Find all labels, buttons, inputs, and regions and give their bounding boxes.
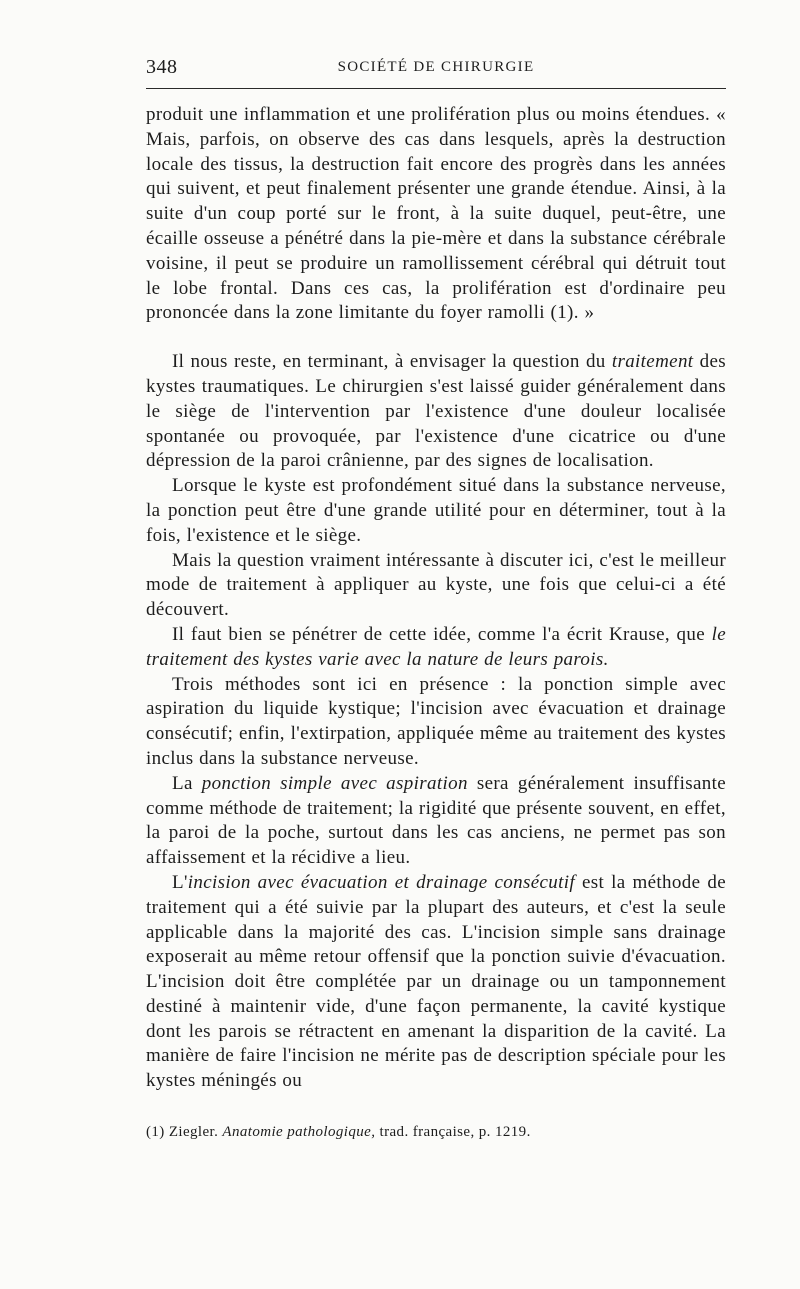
footnote-text: trad. française, p. 1219. — [375, 1124, 531, 1141]
footnote-text: (1) Ziegler. — [146, 1124, 223, 1141]
paragraph-puncture: Lorsque le kyste est profondément situé dans la substance nerveuse, la ponction peut être d'une grande utilité pour en déterminer, tout à la fois, l'existence et le siège. — [146, 475, 726, 546]
footnote — [146, 1122, 726, 1142]
paragraph-simple-puncture — [146, 772, 726, 871]
italic-run: incision avec évacuation et drainage consécutif — [187, 871, 575, 893]
paragraph-question: Mais la question vraiment intéressante à discuter ici, c'est le meilleur mode de traitement à appliquer au kyste, une fois que celui-ci a été découvert. — [146, 549, 726, 621]
body-text — [146, 103, 726, 1094]
text-run: sera généralement insuffisante comme méthode de traitement; la rigidité que présente souvent, en effet, la paroi de la poche, surtout dans les cas anciens, ne permet pas son affaissement et la récidive a lieu. — [146, 772, 726, 869]
paragraph-incision — [146, 871, 726, 1094]
page — [146, 50, 726, 1142]
paragraph-krause — [146, 623, 726, 673]
header-rule — [146, 88, 726, 89]
italic-run: le traitement des kystes varie avec la nature de leurs parois. — [146, 623, 726, 670]
italic-run: traitement — [611, 351, 694, 373]
text-run: L' — [172, 871, 188, 893]
italic-run: ponction simple avec aspiration — [201, 772, 468, 794]
text-run: Il nous reste, en terminant, à envisager la question du — [172, 351, 612, 373]
text-run: des kystes traumatiques. Le chirurgien s'est laissé guider généralement dans le siège de l'intervention par l'existence d'une douleur localisée spontanée ou provoquée, par l'existence d'une cicatrice ou d'une dépression de la paroi crânienne, par des signes de localisation. — [146, 351, 726, 472]
running-head — [146, 50, 726, 88]
paragraph-three-methods: Trois méthodes sont ici en présence : la ponction simple avec aspiration du liquide kystique; l'incision avec évacuation et drainage consécutif; enfin, l'extirpation, appliquée même au traitement des kystes inclus dans la substance nerveuse. — [146, 673, 726, 769]
text-run: Il faut bien se pénétrer de cette idée, comme l'a écrit Krause, que — [172, 623, 712, 645]
text-run: La — [172, 772, 202, 794]
text-run: est la méthode de traitement qui a été suivie par la plupart des auteurs, et c'est la seule applicable dans la majorité des cas. L'incision simple sans drainage exposerait au même retour offensif que la ponction suivie d'évacuation. L'incision doit être complétée par un drainage ou un tamponnement destiné à maintenir vide, d'une façon permanente, la cavité kystique dont les parois se rétractent en amenant la disparition de la cavité. La manière de faire l'incision ne mérite pas de description spéciale pour les kystes méningés ou — [146, 871, 726, 1092]
paragraph-continuation: produit une inflammation et une prolifération plus ou moins étendues. « Mais, parfois, on observe des cas dans lesquels, après la destruction locale des tissus, la destruction fait encore des progrès dans les années qui suivent, et peut finalement présenter une grande étendue. Ainsi, à la suite d'un coup porté sur le front, à la suite duquel, peut-être, une écaille osseuse a pénétré dans la pie-mère et dans la substance cérébrale voisine, il peut se produire un ramollissement cérébral qui détruit tout le lobe frontal. Dans ces cas, la prolifération est d'ordinaire peu prononcée dans la zone limitante du foyer ramolli (1). » — [146, 104, 726, 324]
paragraph-treatment-intro — [146, 350, 726, 474]
journal-title: SOCIÉTÉ DE CHIRURGIE — [337, 59, 535, 75]
page-number: 348 — [146, 56, 178, 78]
footnote-italic: Anatomie pathologique, — [222, 1124, 376, 1141]
